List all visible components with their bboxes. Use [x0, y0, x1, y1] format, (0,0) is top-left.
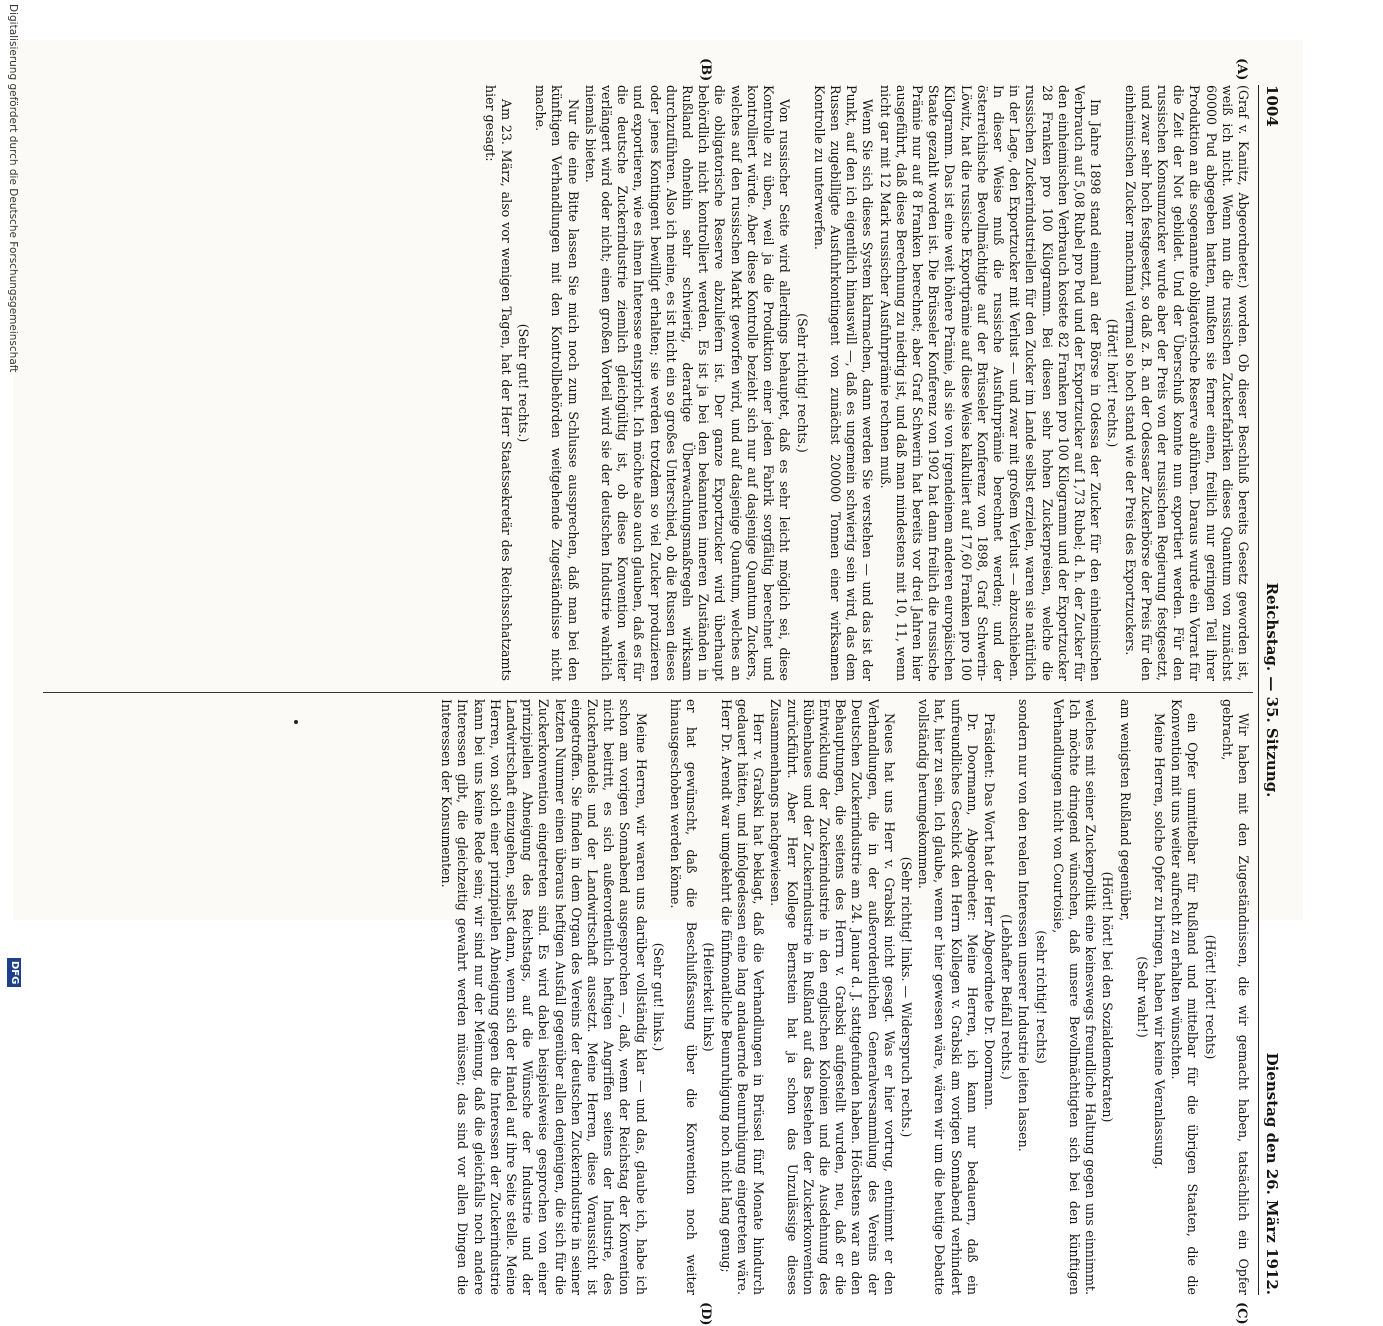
session-date: Dienstag den 26. März 1912. — [1263, 1052, 1281, 1295]
right-column — [43, 699, 1251, 1295]
page-number: 1004 — [1263, 85, 1281, 127]
paragraph: sondern nur von den realen Interessen unserer Industrie leiten lassen. — [1016, 699, 1032, 1152]
interjection: (Sehr richtig! links. — Widerspruch rechts.) — [898, 856, 914, 1138]
digitization-footer — [3, 0, 21, 1000]
session-title: Reichstag. — 35. Sitzung. — [1263, 582, 1281, 798]
paragraph: Dr. Doormann, Abgeordneter: Meine Herren, ich kann nur bedauern, daß ein unfreundliches Geschick den Herrn Kollegen v. Grabski am vorigen Sonnabend verhindert hat, hier zu sein. Ich glaube, wenn er hier gewesen wäre, wären wir um die heutige Debatte vollständig herumgekommen. — [916, 699, 980, 1295]
paragraph: (Graf v. Kanitz, Abgeordneter.) worden. Ob dieser Beschluß bereits Gesetz geworden ist, weiß ich nicht. Wenn nun die russischen Zuckerfabriken dieses Quantum von zunächst 60000 Pud abgegeben hatten, mußten sie ferner einen, freilich nur geringen Teil ihrer Produktion an die sogenannte obligatorische Reserve abführen. Daraus wurde ein Vorrat für die Zeit der Not gebildet. Und der Überschuß konnte nun exportiert werden. Für den russischen Konsumzucker wurde aber der Preis von der russischen Regierung festgesetzt, und zwar sehr hoch festgesetzt, so daß z. B. an der Odessaer Zuckerbörse der Preis für den einheimischen Zucker manchmal viermal so hoch stand wie der Preis des Exportzuckers. — [1122, 85, 1251, 681]
president-statement: Präsident: Das Wort hat der Herr Abgeordnete Dr. Doormann. — [981, 713, 997, 1111]
paragraph: am wenigsten Rußland gegenüber, — [1117, 699, 1133, 922]
interjection: (Hört! hört! bei den Sozialdemokraten) — [1100, 871, 1116, 1123]
paragraph: Herr v. Grabski hat beklagt, daß die Verhandlungen in Brüssel fünf Monate hindurch gedauert hätten, und infolgedessen eine lang andauernde Beunruhigung eingetreten wäre. Herr Dr. Arendt war umgekehrt die fünfmonatliche Beunruhigung noch nicht lang genug; — [718, 699, 767, 1295]
paragraph: er hat gewünscht, daß die Beschlußfassung über die Konvention noch weiter hinausgeschoben werden könne. — [668, 699, 700, 1295]
margin-marker-c: (C) — [1234, 1302, 1249, 1325]
paragraph: Neues hat uns Herr v. Grabski nicht gesagt. Was er hier vortrug, entnimmt er den Verhandlungen, die in der außerordentlichen Generalversammlung des Vereins der Deutschen Zuckerindustrie am 24. Januar d. J. stattgefunden haben. Höchstens war an den Behauptungen, die seitens des Herrn v. Grabski aufgestellt wurden, neu, daß er die Entwicklung der Zuckerindustrie in den englischen Kolonien und die Ausdehnung des Rübenbaues und der Zuckerindustrie in Rußland auf das Bestehen der Zuckerkonvention zurückführt. Aber Herr Kollege Bernstein hat ja schon das Unzulässige dieses Zusammenhangs nachgewiesen. — [768, 699, 897, 1295]
interjection: (Sehr wahr!) — [1134, 956, 1150, 1038]
paragraph: Nur die eine Bitte lassen Sie mich noch zum Schlusse aussprechen, daß man bei den künftigen Verhandlungen mit den Kontrollbehörden weitgehende Zugeständnisse nicht mache. — [533, 85, 581, 681]
interjection: (Sehr richtig! rechts.) — [794, 313, 810, 453]
interjection: (Sehr gut! links.) — [650, 942, 666, 1052]
paragraph: welches mit seiner Zuckerpolitik eine keineswegs freundliche Haltung gegen uns einnimmt. Ich möchte dringend wünschen, daß unsere Bevollmächtigten sich bei den künftigen Verhandlungen nicht von Courtoisie, — [1050, 699, 1099, 1295]
funding-note: Digitalisierung gefördert durch die Deutsche Forschungsgemeinschaft — [7, 4, 19, 373]
paragraph: Meine Herren, wir waren uns darüber vollständig klar — und das, glaube ich, habe ich schon am vorigen Sonnabend ausgesprochen —, daß, wenn der Reichstag der Konvention nicht beitritt, es sich außerordentlich heftigen Angriffen seitens der Industrie, des Zuckerhandels und der Landwirtschaft aussetzt. Meine Herren, diese Voraussicht ist eingetroffen. Sie finden in dem Organ des Vereins der deutschen Zuckerindustrie in seiner letzten Nummer einen überaus heftigen Ausfall gegenüber allen denjenigen, die sich für die Zuckerkonvention eingetreten sind. Es wird dabei beispielsweise gesprochen von einer prinzipiellen Abneigung des Reichstags, auf die Wünsche der Industrie und der Landwirtschaft einzugehen, selbst dann, wenn sich der Handel auf ihre Seite stelle. Meine Herren, von solch einer prinzipiellen Abneigung gegen die Interessen der Zuckerindustrie kann bei uns keine Rede sein; wir sind nur der Meinung, daß die gleichfalls noch andere Interessen gibt, die gleichzeitig gewahrt werden müssen; das sind vor allen Dingen die Interessen der Konsumenten. — [439, 699, 649, 1295]
column-divider — [43, 692, 1253, 693]
interjection: (Lebhafter Beifall rechts.) — [999, 914, 1015, 1080]
dfg-logo: DFG — [7, 958, 21, 987]
interjection: (sehr richtig! rechts) — [1033, 930, 1049, 1064]
paragraph: Von russischer Seite wird allerdings behauptet, daß es sehr leicht möglich sei, diese Kontrolle zu üben, weil ja die Produktion einer jeden Fabrik sorgfältig berechnet und kontrolliert würde. Aber diese Kontrolle bezieht sich nur auf dasjenige Quantum Zuckers, welches auf den russischen Markt geworfen wird, und auf dasjenige Quantum, welches an die obligatorische Reserve abzuliefern ist. Der ganze Exportzucker wird überhaupt behördlich nicht kontrolliert werden. Es ist ja bei den bekannten inneren Zuständen in Rußland ohnehin sehr schwierig, derartige Überwachungsmaßregeln wirksam durchzuführen. Also ich meine, es ist nicht ein so großes Unterschied, ob die Russen dieses oder jenes Kontingent bewilligt erhalten; sie werden trotzdem so viel Zucker produzieren und exportieren, wie es ihnen Interesse entspricht. Ich möchte also auch glauben, daß es für die deutsche Zuckerindustrie ziemlich gleichgültig ist, ob diese Konvention weiter verlängert wird oder nicht; einen großen Vorteil wird sie der deutschen Industrie wahrlich niemals bieten. — [582, 85, 793, 681]
header-rule — [1258, 85, 1259, 1295]
left-column — [43, 85, 1251, 681]
quotation: Wir haben mit den Zugeständnissen, die wir gemacht haben, tatsächlich ein Opfer gebracht, — [1219, 699, 1251, 1295]
paragraph: Wenn Sie sich dieses System klarmachen, dann werden Sie verstehen — und das ist der Punkt, auf den ich eigentlich hinauswill —, daß es ungemein schwierig sein wird, das dem Russen zugebilligte Ausfuhrkontingent von zunächst 200000 Tonnen einer wirksamen Kontrolle zu unterwerfen. — [811, 85, 876, 681]
paragraph: Am 23. März, also vor wenigen Tagen, hat der Herr Staatssekretär des Reichsschatzamts hier gesagt: — [482, 85, 514, 681]
interjection: (Sehr gut! rechts.) — [516, 323, 532, 443]
margin-marker-d: (D) — [698, 1302, 713, 1326]
paragraph: Im Jahre 1898 stand einmal an der Börse in Odessa der Zucker für den einheimischen Verbrauch auf 5,08 Rubel pro Pud und der Exportzucker auf 1,73 Rubel; d. h. der Zucker für den einheimischen Verbrauch kostete 82 Franken pro 100 Kilogramm und der Exportzucker 28 Franken pro 100 Kilogramm. Bei diesen sehr hohen Zuckerpreisen, welche die russischen Zuckerindustriellen für den Zucker im Lande selbst erzielen, waren sie natürlich in der Lage, den Exportzucker mit Verlust — und zwar mit großem Verlust — abzuschieben. In dieser Weise muß die russische Ausfuhrprämie berechnet werden; und der österreichische Bevollmächtigte auf der Brüsseler Konferenz von 1898, Graf Schwerin-Löwitz, hat die russische Exportprämie auf diese Weise kalkuliert auf 17,60 Franken pro 100 Kilogramm. Das ist eine weit höhere Prämie, als sie von irgendeinem anderen europäischen Staate gezahlt worden ist. Die Brüsseler Konferenz von 1902 hat dann freilich die russische Prämie nur auf 8 Franken berechnet; aber Graf Schwerin hat bereits vor drei Jahren hier ausgeführt, daß diese Berechnung zu niedrig ist, und daß man mindestens mit 10, 11, wenn nicht gar mit 12 Mark russischer Ausfuhrprämie rechnen muß. — [877, 85, 1104, 681]
quotation: ein Opfer unmittelbar für Rußland und mittelbar für die übrigen Staaten, die die Konvention mit uns weiter aufrecht zu erhalten wünschten. — [1169, 699, 1201, 1295]
paragraph: Meine Herren, solche Opfer zu bringen, haben wir keine Veranlassung. — [1151, 713, 1167, 1170]
margin-marker-b: (B) — [698, 58, 713, 82]
interjection: (Hört! hört! rechts) — [1202, 934, 1218, 1060]
print-speck — [294, 720, 298, 724]
interjection: (Hört! hört! rechts.) — [1105, 318, 1121, 448]
interjection: (Heiterkeit links) — [701, 942, 717, 1052]
margin-marker-a: (A) — [1234, 58, 1249, 81]
